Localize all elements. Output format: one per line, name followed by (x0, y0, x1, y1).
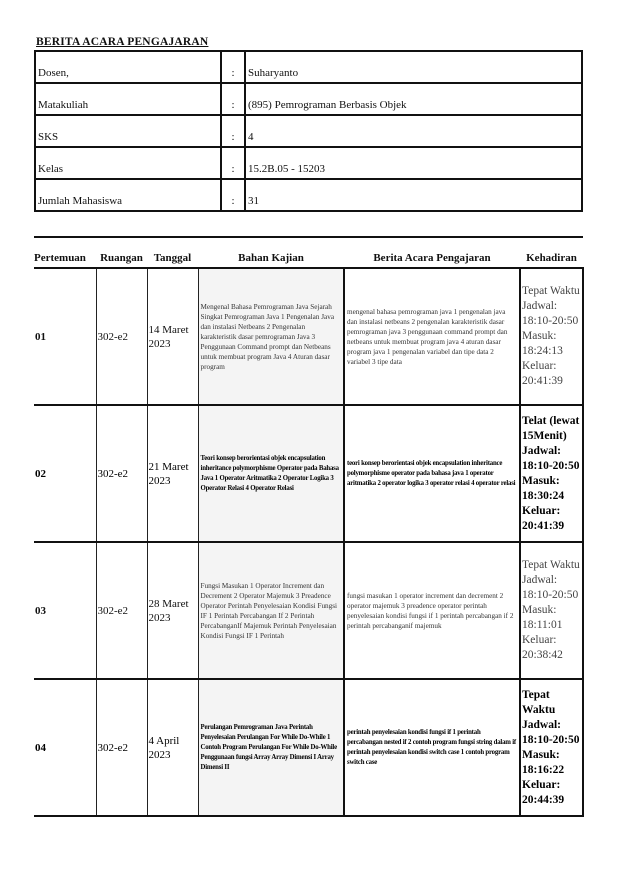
info-separator: : (221, 83, 245, 115)
sessions-table (34, 236, 584, 817)
session-attendance: Telat (lewat 15Menit) Jadwal: 18:10-20:50 Masuk: 18:30:24 Keluar: 20:41:39 (520, 405, 583, 542)
session-room: 302-e2 (96, 405, 147, 542)
session-attendance: Tepat Waktu Jadwal: 18:10-20:50 Masuk: 18:24:13 Keluar: 20:41:39 (520, 268, 583, 405)
info-label: Matakuliah (35, 83, 221, 115)
info-row (35, 51, 582, 83)
info-row (35, 115, 582, 147)
column-header-ruangan: Ruangan (96, 237, 147, 268)
table-row (34, 679, 583, 816)
session-number: 02 (34, 405, 96, 542)
info-label: Kelas (35, 147, 221, 179)
table-row (34, 405, 583, 542)
info-label: Jumlah Mahasiswa (35, 179, 221, 211)
column-header-berita-acara: Berita Acara Pengajaran (344, 237, 520, 268)
info-row (35, 83, 582, 115)
info-value: 31 (245, 179, 582, 211)
session-report: fungsi masukan 1 operator increment dan decrement 2 operator majemuk 3 preadence operator perintah penyelesaian kondisi fungsi if 1 perintah percabangan if 2 perintah percabanganif majemuk (344, 542, 520, 679)
session-report: mengenal bahasa pemrograman java 1 pengenalan java dan instalasi netbeans 2 pengenalan karakteristik dasar pemrograman java 3 penggunaan command prompt dan netbeans untuk membuat program java 4 aturan dasar program java 1 pengenalan variabel dan tipe data 2 variabel 3 tipe data (344, 268, 520, 405)
info-separator: : (221, 115, 245, 147)
session-date: 28 Maret 2023 (147, 542, 198, 679)
column-header-kehadiran: Kehadiran (520, 237, 583, 268)
info-separator: : (221, 179, 245, 211)
column-header-bahan-kajian: Bahan Kajian (198, 237, 344, 268)
session-date: 14 Maret 2023 (147, 268, 198, 405)
session-material: Fungsi Masukan 1 Operator Increment dan Decrement 2 Operator Majemuk 3 Preadence Operator Perintah Penyelesaian Kondisi Fungsi IF 1 Perintah Percabangan If 2 Perintah PercabanganIf Majemuk Perintah Penyelesaian Kondisi Fungsi IF 1 Perintah (198, 542, 344, 679)
session-report: perintah penyelesaian kondisi fungsi if 1 perintah percabangan nested if 2 contoh program fungsi string dalam if perintah penyelesaian kondisi switch case 1 contoh program switch case (344, 679, 520, 816)
session-number: 03 (34, 542, 96, 679)
session-date: 21 Maret 2023 (147, 405, 198, 542)
info-separator: : (221, 51, 245, 83)
session-report: teori konsep berorientasi objek encapsulation inheritance polymorphisme operator pada bahasa java 1 operator aritmatika 2 operator logika 3 operator relasi 4 operator relasi (344, 405, 520, 542)
table-row (34, 542, 583, 679)
session-room: 302-e2 (96, 542, 147, 679)
info-separator: : (221, 147, 245, 179)
info-value: Suharyanto (245, 51, 582, 83)
info-label: Dosen, (35, 51, 221, 83)
session-material: Perulangan Pemrograman Java Perintah Penyelesaian Perulangan For While Do-While 1 Contoh Program Perulangan For While Do-While Penggunaan fungsi Array Array Dimensi I Array Dimensi II (198, 679, 344, 816)
session-attendance: Tepat Waktu Jadwal: 18:10-20:50 Masuk: 18:16:22 Keluar: 20:44:39 (520, 679, 583, 816)
column-header-pertemuan: Pertemuan (34, 237, 96, 268)
session-material: Mengenal Bahasa Pemrograman Java Sejarah Singkat Pemrograman Java 1 Pengenalan Java dan instalasi Netbeans 2 Pengenalan karakteristik dasar pemrograman Java 3 Penggunaan Command prompt dan Netbeans untuk membuat program Java 4 Aturan dasar program (198, 268, 344, 405)
course-info-table (34, 50, 583, 212)
column-header-tanggal: Tanggal (147, 237, 198, 268)
table-header-row (34, 237, 583, 268)
session-room: 302-e2 (96, 679, 147, 816)
info-row (35, 147, 582, 179)
session-date: 4 April 2023 (147, 679, 198, 816)
session-number: 01 (34, 268, 96, 405)
info-label: SKS (35, 115, 221, 147)
info-value: 15.2B.05 - 15203 (245, 147, 582, 179)
session-material: Teori konsep berorientasi objek encapsulation inheritance polymorphisme Operator pada Bahasa Java 1 Operator Aritmatika 2 Operator Logika 3 Operator Relasi 4 Operator Relasi (198, 405, 344, 542)
table-row (34, 268, 583, 405)
info-row (35, 179, 582, 211)
session-number: 04 (34, 679, 96, 816)
document-title: BERITA ACARA PENGAJARAN (36, 36, 209, 48)
info-value: (895) Pemrograman Berbasis Objek (245, 83, 582, 115)
session-room: 302-e2 (96, 268, 147, 405)
info-value: 4 (245, 115, 582, 147)
session-attendance: Tepat Waktu Jadwal: 18:10-20:50 Masuk: 18:11:01 Keluar: 20:38:42 (520, 542, 583, 679)
